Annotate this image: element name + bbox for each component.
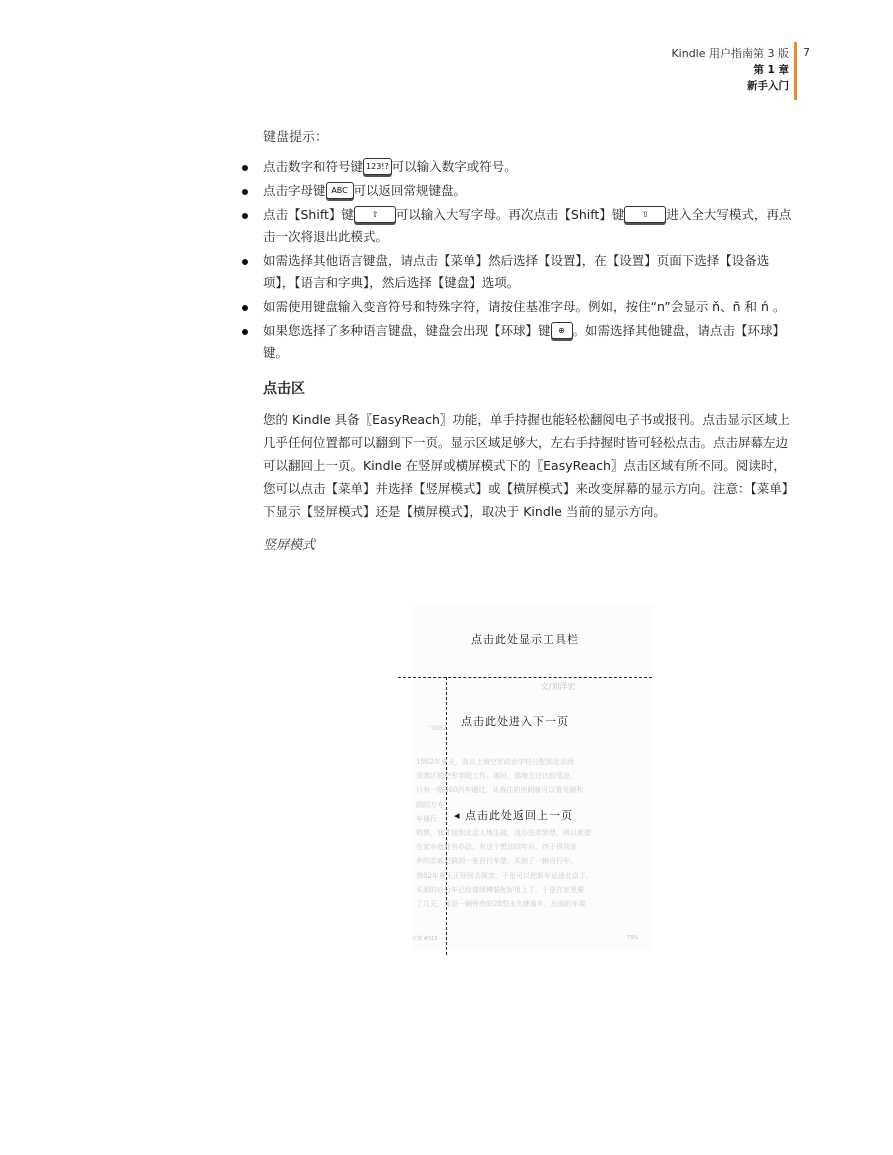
sample-text-line: 车通行 xyxy=(416,814,437,823)
sample-text-line: 园的万寿 xyxy=(416,800,444,809)
sample-text-line: 购票，我才回到北京人地生疏，没办法弄到票，所以希望 xyxy=(416,829,591,838)
list-item xyxy=(263,180,793,202)
tip-text: 可以输入数字或符号。 xyxy=(391,159,517,174)
list-item xyxy=(263,156,793,178)
sample-text-line: 1982年夏天，我从上海空军政治学校分配到北京西 xyxy=(416,758,574,766)
section-heading-tap-zones: 点击区 xyxy=(263,381,305,397)
sample-text xyxy=(416,755,638,911)
tip-text: 可以输入大写字母。再次点击【Shift】键 xyxy=(395,207,625,222)
tip-text: 可以返回常规键盘。 xyxy=(353,183,467,198)
tap-zones-paragraph: 您的 Kindle 具备〖EasyReach〗功能，单手持握也能轻松翻阅电子书或报刊。点击显示区域上几乎任何位置都可以翻到下一页。显示区域足够大，左右手持握时皆可轻松点击。点击屏幕左边可以翻回上一页。Kindle 在竖屏或横屏模式下的〖EasyReach〗点击区域有所不同。阅读时，您可以点击【菜单】并选择【竖屏模式】或【横屏模式】来改变屏幕的显示方向。注意：【菜单】下显示【竖屏模式】还是【横屏模式】，取决于 Kindle 当前的显示方向。 xyxy=(263,412,790,519)
toolbar-zone-divider xyxy=(398,677,652,678)
sample-text-line: 郊郊区的空军学院工作。那时，那地方还比较荒凉， xyxy=(416,772,577,781)
sample-progress: 73% xyxy=(626,935,638,941)
keyboard-tips-list xyxy=(263,156,793,364)
next-page-zone-label: 点击此处进入下一页 xyxy=(461,715,569,728)
globe-key-icon: ⊕ xyxy=(551,322,573,339)
tip-text: 进入全大写模式，再点击一次将退出此模式。 xyxy=(263,207,792,244)
running-header xyxy=(671,46,789,94)
tip-text: 点击字母键 xyxy=(263,183,326,198)
sample-text-line: 买到的自行车已经请师傅装配好用上了，于是在家里骑 xyxy=(416,885,584,894)
number-symbol-key-icon: 123!? xyxy=(363,158,392,175)
shift-key-icon: ⇧ xyxy=(624,206,666,223)
section-label: 新手入门 xyxy=(747,80,789,92)
shift-key-icon: ⇧ xyxy=(354,206,396,223)
portrait-tap-zones-figure xyxy=(398,605,652,955)
letter-key-icon: ABC xyxy=(326,182,354,199)
sample-location: 位置 #313 xyxy=(412,936,438,942)
sample-book-title: 文/刘洋宏 xyxy=(540,682,576,691)
sample-text-line: 只有一路360汽车通过，从我住的房间就可以看见颐和 xyxy=(416,786,584,795)
list-item xyxy=(263,296,793,318)
header-accent-rule xyxy=(794,42,797,100)
sample-text-line: 我82年夏天正好回去探亲，于是可以把新车运进北京了。 xyxy=(416,871,593,880)
prev-page-zone-label: ◂ 点击此处返回上一页 xyxy=(454,809,574,822)
sample-text-line: 了几天，那是一辆铮亮的28型永久牌重车，后面的车架 xyxy=(416,900,586,909)
portrait-mode-heading: 竖屏模式 xyxy=(263,538,316,553)
toolbar-zone-label: 点击此处显示工具栏 xyxy=(471,633,579,646)
tip-text: 如果您选择了多种语言键盘，键盘会出现【环球】键 xyxy=(263,323,551,338)
keyboard-tips-title: 键盘提示： xyxy=(263,130,329,145)
sample-text-line: 在家乡就能有办法。有这个想法四年后，终于得到家 xyxy=(416,843,577,852)
sample-quote-mark: “1982 xyxy=(428,725,447,732)
tip-text: 点击数字和符号键 xyxy=(263,159,364,174)
page-content xyxy=(263,127,793,557)
sample-text-line: 乡的亲戚已搞到一张自行车票，买到了一辆自行车。 xyxy=(416,857,577,866)
page-number: 7 xyxy=(803,46,810,59)
list-item xyxy=(263,204,793,248)
book-title: Kindle 用户指南第 3 版 xyxy=(671,47,789,60)
list-item xyxy=(263,320,793,364)
tip-text: 如需使用键盘输入变音符号和特殊字符，请按住基准字母。例如，按住“n”会显示 ň、ñ 和 ń 。 xyxy=(263,299,786,314)
list-item xyxy=(263,250,793,294)
tip-text: 点击【Shift】键 xyxy=(263,207,354,222)
tip-text: 。如需选择其他键盘，请点击【环球】键。 xyxy=(263,323,786,360)
chapter-label: 第 1 章 xyxy=(753,64,789,76)
tip-text: 如需选择其他语言键盘，请点击【菜单】然后选择【设置】，在【设置】页面下选择【设备选项】，【语言和字典】，然后选择【键盘】选项。 xyxy=(263,253,770,290)
